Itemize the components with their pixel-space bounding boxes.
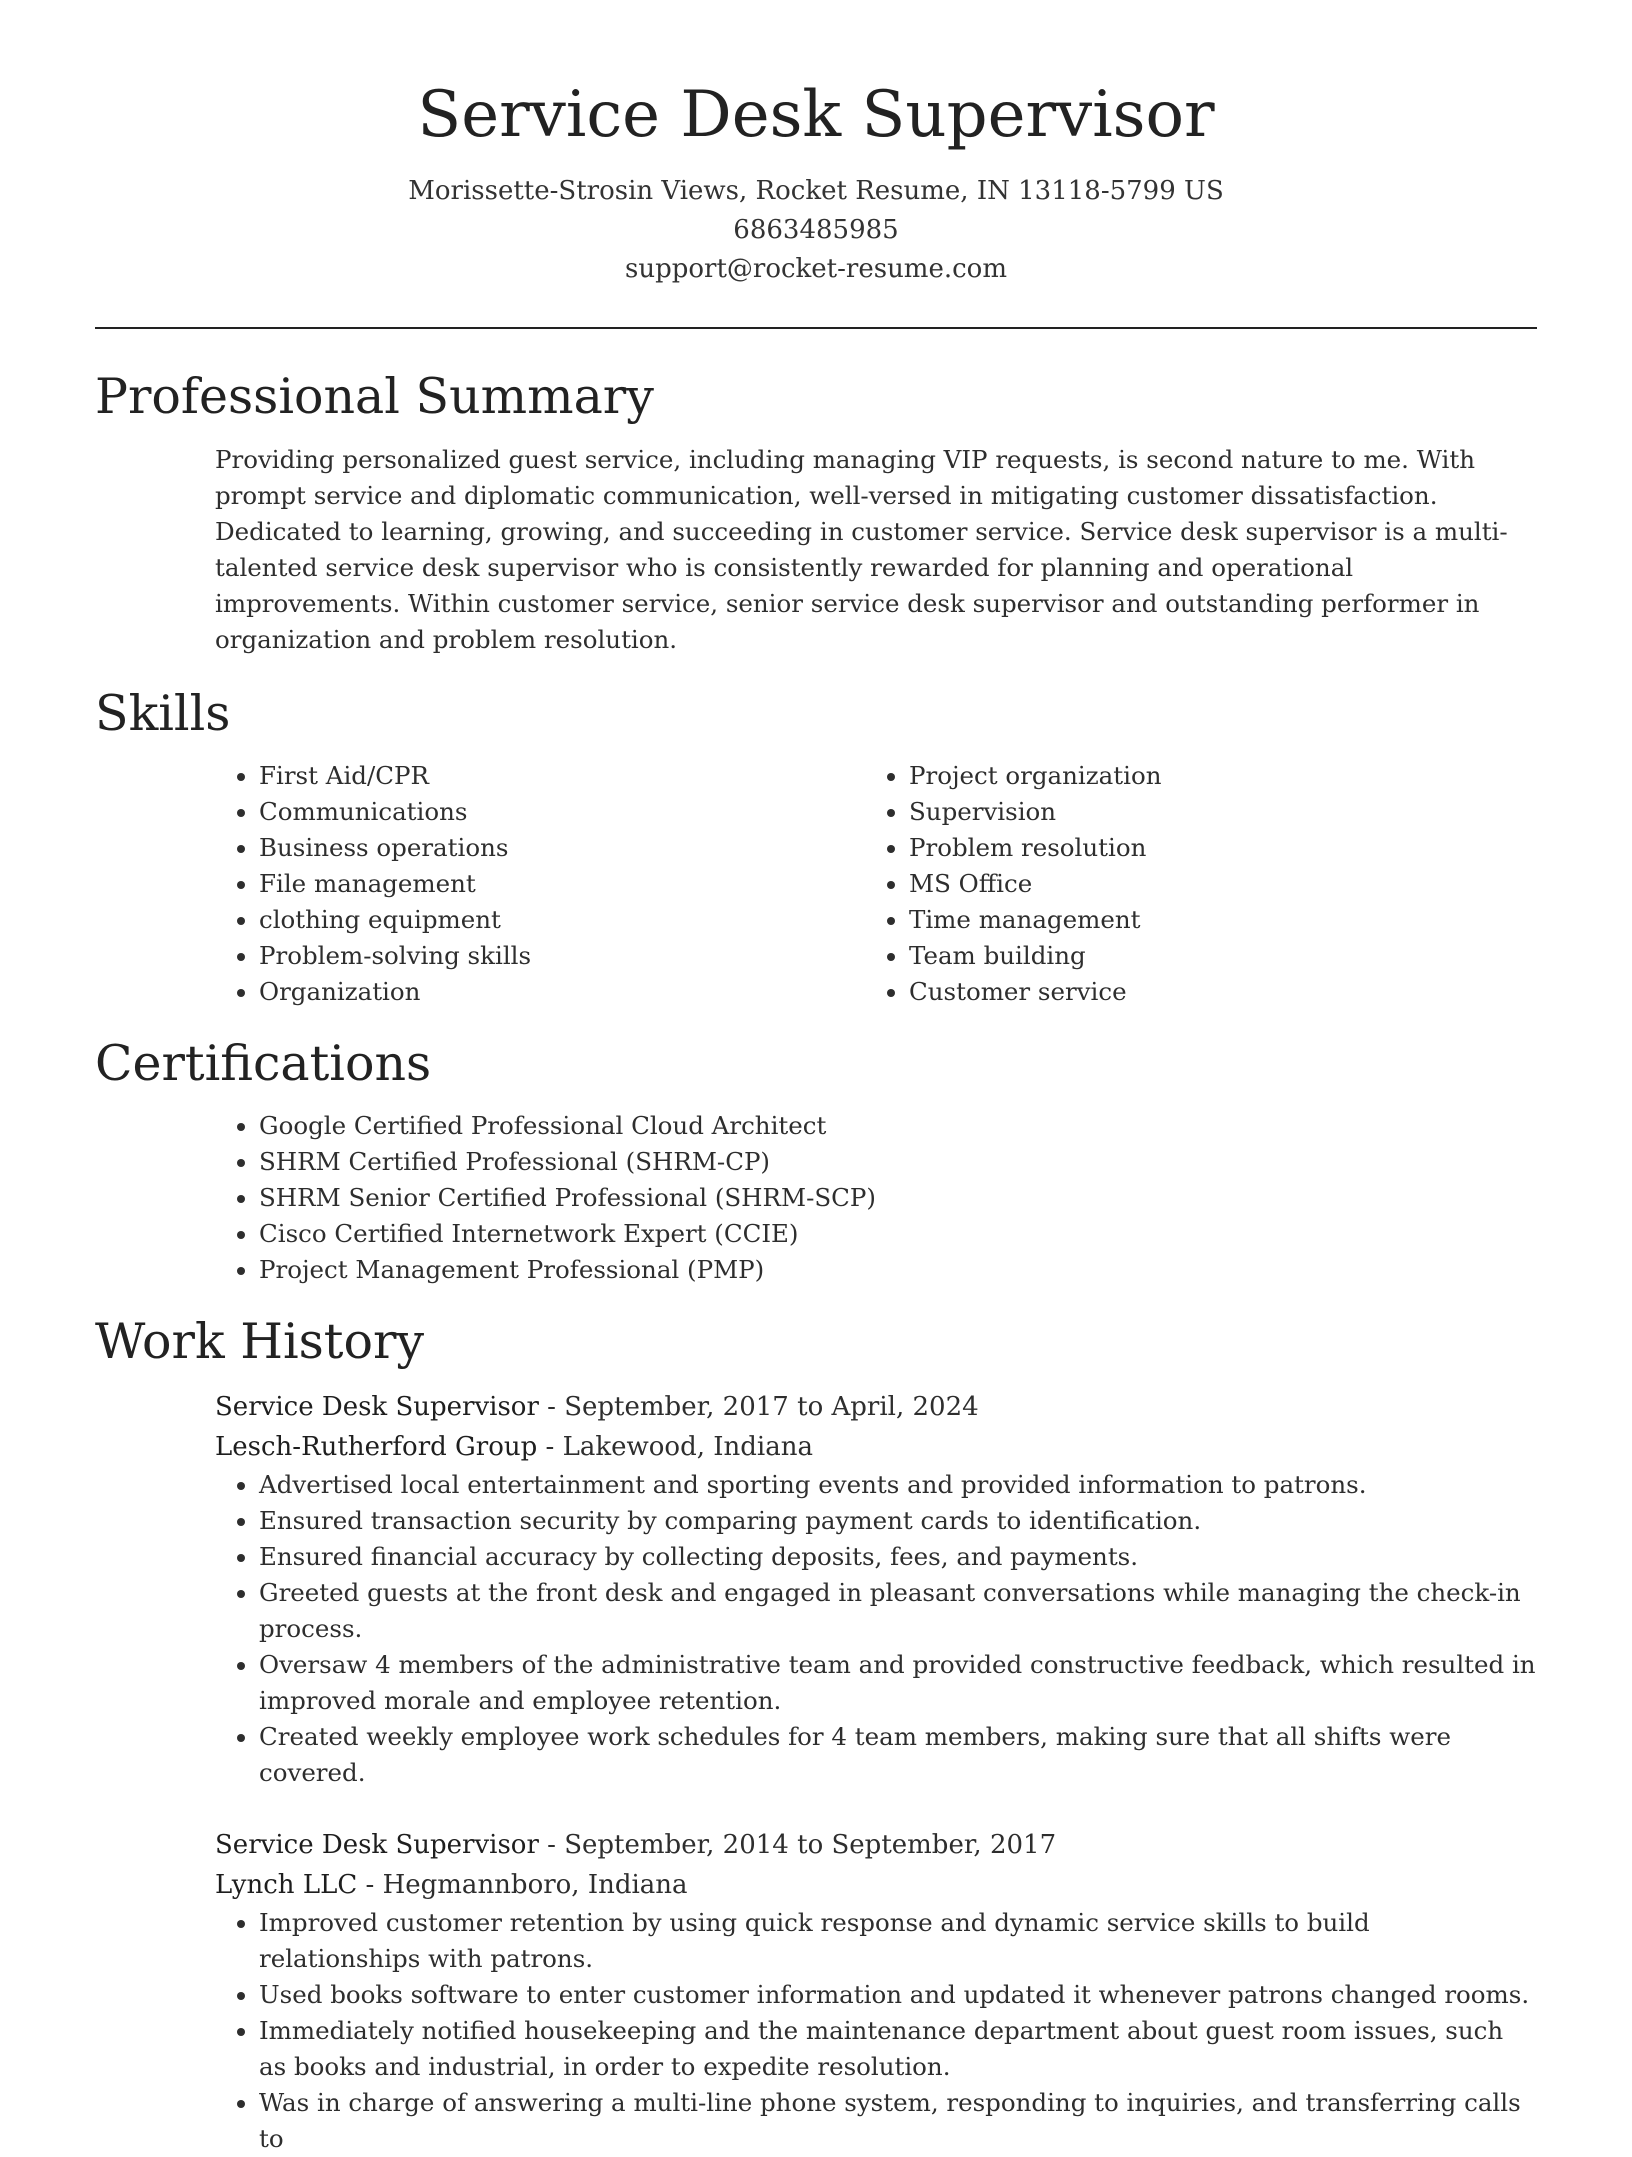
job-bullet: • Advertised local entertainment and sporting events and provided information to patrons. [259,1467,1537,1503]
certification-item: • Project Management Professional (PMP) [259,1252,1537,1288]
job-entry [215,1825,1537,2157]
contact-address: Morissette-Strosin Views, Rocket Resume, IN 13118-5799 US [408,176,1224,207]
skill-item: • Customer service [909,974,1515,1010]
job-dates: September, 2014 to September, 2017 [564,1829,1057,1860]
job-bullet: • Improved customer retention by using quick response and dynamic service skills to build relationships with patrons. [259,1905,1537,1977]
job-dates: September, 2017 to April, 2024 [564,1391,979,1422]
job-company-line: Lynch LLC - Hegmannboro, Indiana [215,1869,688,1900]
job-role: Service Desk Supervisor [215,1829,539,1860]
skills-grid [215,758,1537,1010]
skills-section [95,686,1537,1010]
job-bullet: • Greeted guests at the front desk and engaged in pleasant conversations while managing the check-in process. [259,1575,1537,1647]
job-bullet: • Oversaw 4 members of the administrative team and provided constructive feedback, which resulted in improved morale and employee retention. [259,1647,1537,1719]
job-company-line: Lesch-Rutherford Group - Lakewood, Indiana [215,1431,813,1462]
summary-title: Professional Summary [95,368,654,426]
header-divider [95,327,1537,329]
certification-item: • SHRM Certified Professional (SHRM-CP) [259,1144,1537,1180]
skill-item: • Problem resolution [909,830,1515,866]
certifications-section [95,1036,1537,1288]
summary-text: Providing personalized guest service, including managing VIP requests, is second nature to me. With prompt service and diplomatic communication, well-versed in mitigating customer dissatisfaction. Dedicated to learning, growing, and succeeding in customer service. Service desk supervisor is a multi-talented service desk supervisor who is consistently rewarded for planning and operational improvements. Within customer service, senior service desk supervisor and outstanding performer in organization and problem resolution. [215,444,1508,654]
job-bullet: • Immediately notified housekeeping and the maintenance department about guest room issues, such as books and industrial, in order to expedite resolution. [259,2013,1537,2085]
job-entry [215,1387,1537,1791]
skill-item: • Time management [909,902,1515,938]
job-bullet: • Was in charge of answering a multi-line phone system, responding to inquiries, and transferring calls to [259,2085,1537,2157]
skill-item: • Team building [909,938,1515,974]
job-company: Lesch-Rutherford Group [215,1431,538,1462]
skill-item: • First Aid/CPR [259,758,865,794]
certification-item: • SHRM Senior Certified Professional (SHRM-SCP) [259,1180,1537,1216]
work-history-title: Work History [95,1313,425,1371]
job-bullet: • Ensured transaction security by comparing payment cards to identification. [259,1503,1537,1539]
job-location: Lakewood, Indiana [562,1431,813,1462]
certification-item: • Google Certified Professional Cloud Architect [259,1108,1537,1144]
skill-item: • Communications [259,794,865,830]
job-bullets [215,1467,1537,1791]
skill-item: • Problem-solving skills [259,938,865,974]
job-bullet: • Used books software to enter customer information and updated it whenever patrons changed rooms. [259,1977,1537,2013]
skill-item: • MS Office [909,866,1515,902]
skill-item: • Organization [259,974,865,1010]
skill-item: • clothing equipment [259,902,865,938]
job-role: Service Desk Supervisor [215,1391,539,1422]
skill-item: • Business operations [259,830,865,866]
contact-phone: 6863485985 [733,215,899,246]
summary-section [95,369,1537,657]
skill-item: • File management [259,866,865,902]
job-bullet: • Created weekly employee work schedules for 4 team members, making sure that all shifts were covered. [259,1719,1537,1791]
certifications-list [215,1108,1537,1288]
job-bullets [215,1905,1537,2157]
skills-list-left [215,758,865,1010]
job-location: Hegmannboro, Indiana [382,1869,688,1900]
job-title-line: Service Desk Supervisor - September, 2014 to September, 2017 [215,1829,1057,1860]
skill-item: • Supervision [909,794,1515,830]
certification-item: • Cisco Certified Internetwork Expert (CCIE) [259,1216,1537,1252]
contact-email: support@rocket-resume.com [624,254,1007,285]
job-title-line: Service Desk Supervisor - September, 2017 to April, 2024 [215,1391,979,1422]
skill-item: • Project organization [909,758,1515,794]
skills-title: Skills [95,684,231,742]
resume-header [95,80,1537,289]
job-bullet: • Ensured financial accuracy by collecting deposits, fees, and payments. [259,1539,1537,1575]
resume-name: Service Desk Supervisor [417,78,1215,152]
skills-list-right [865,758,1515,1010]
certifications-title: Certifications [95,1035,432,1093]
work-history-section [95,1314,1537,2156]
job-company: Lynch LLC [215,1869,358,1900]
